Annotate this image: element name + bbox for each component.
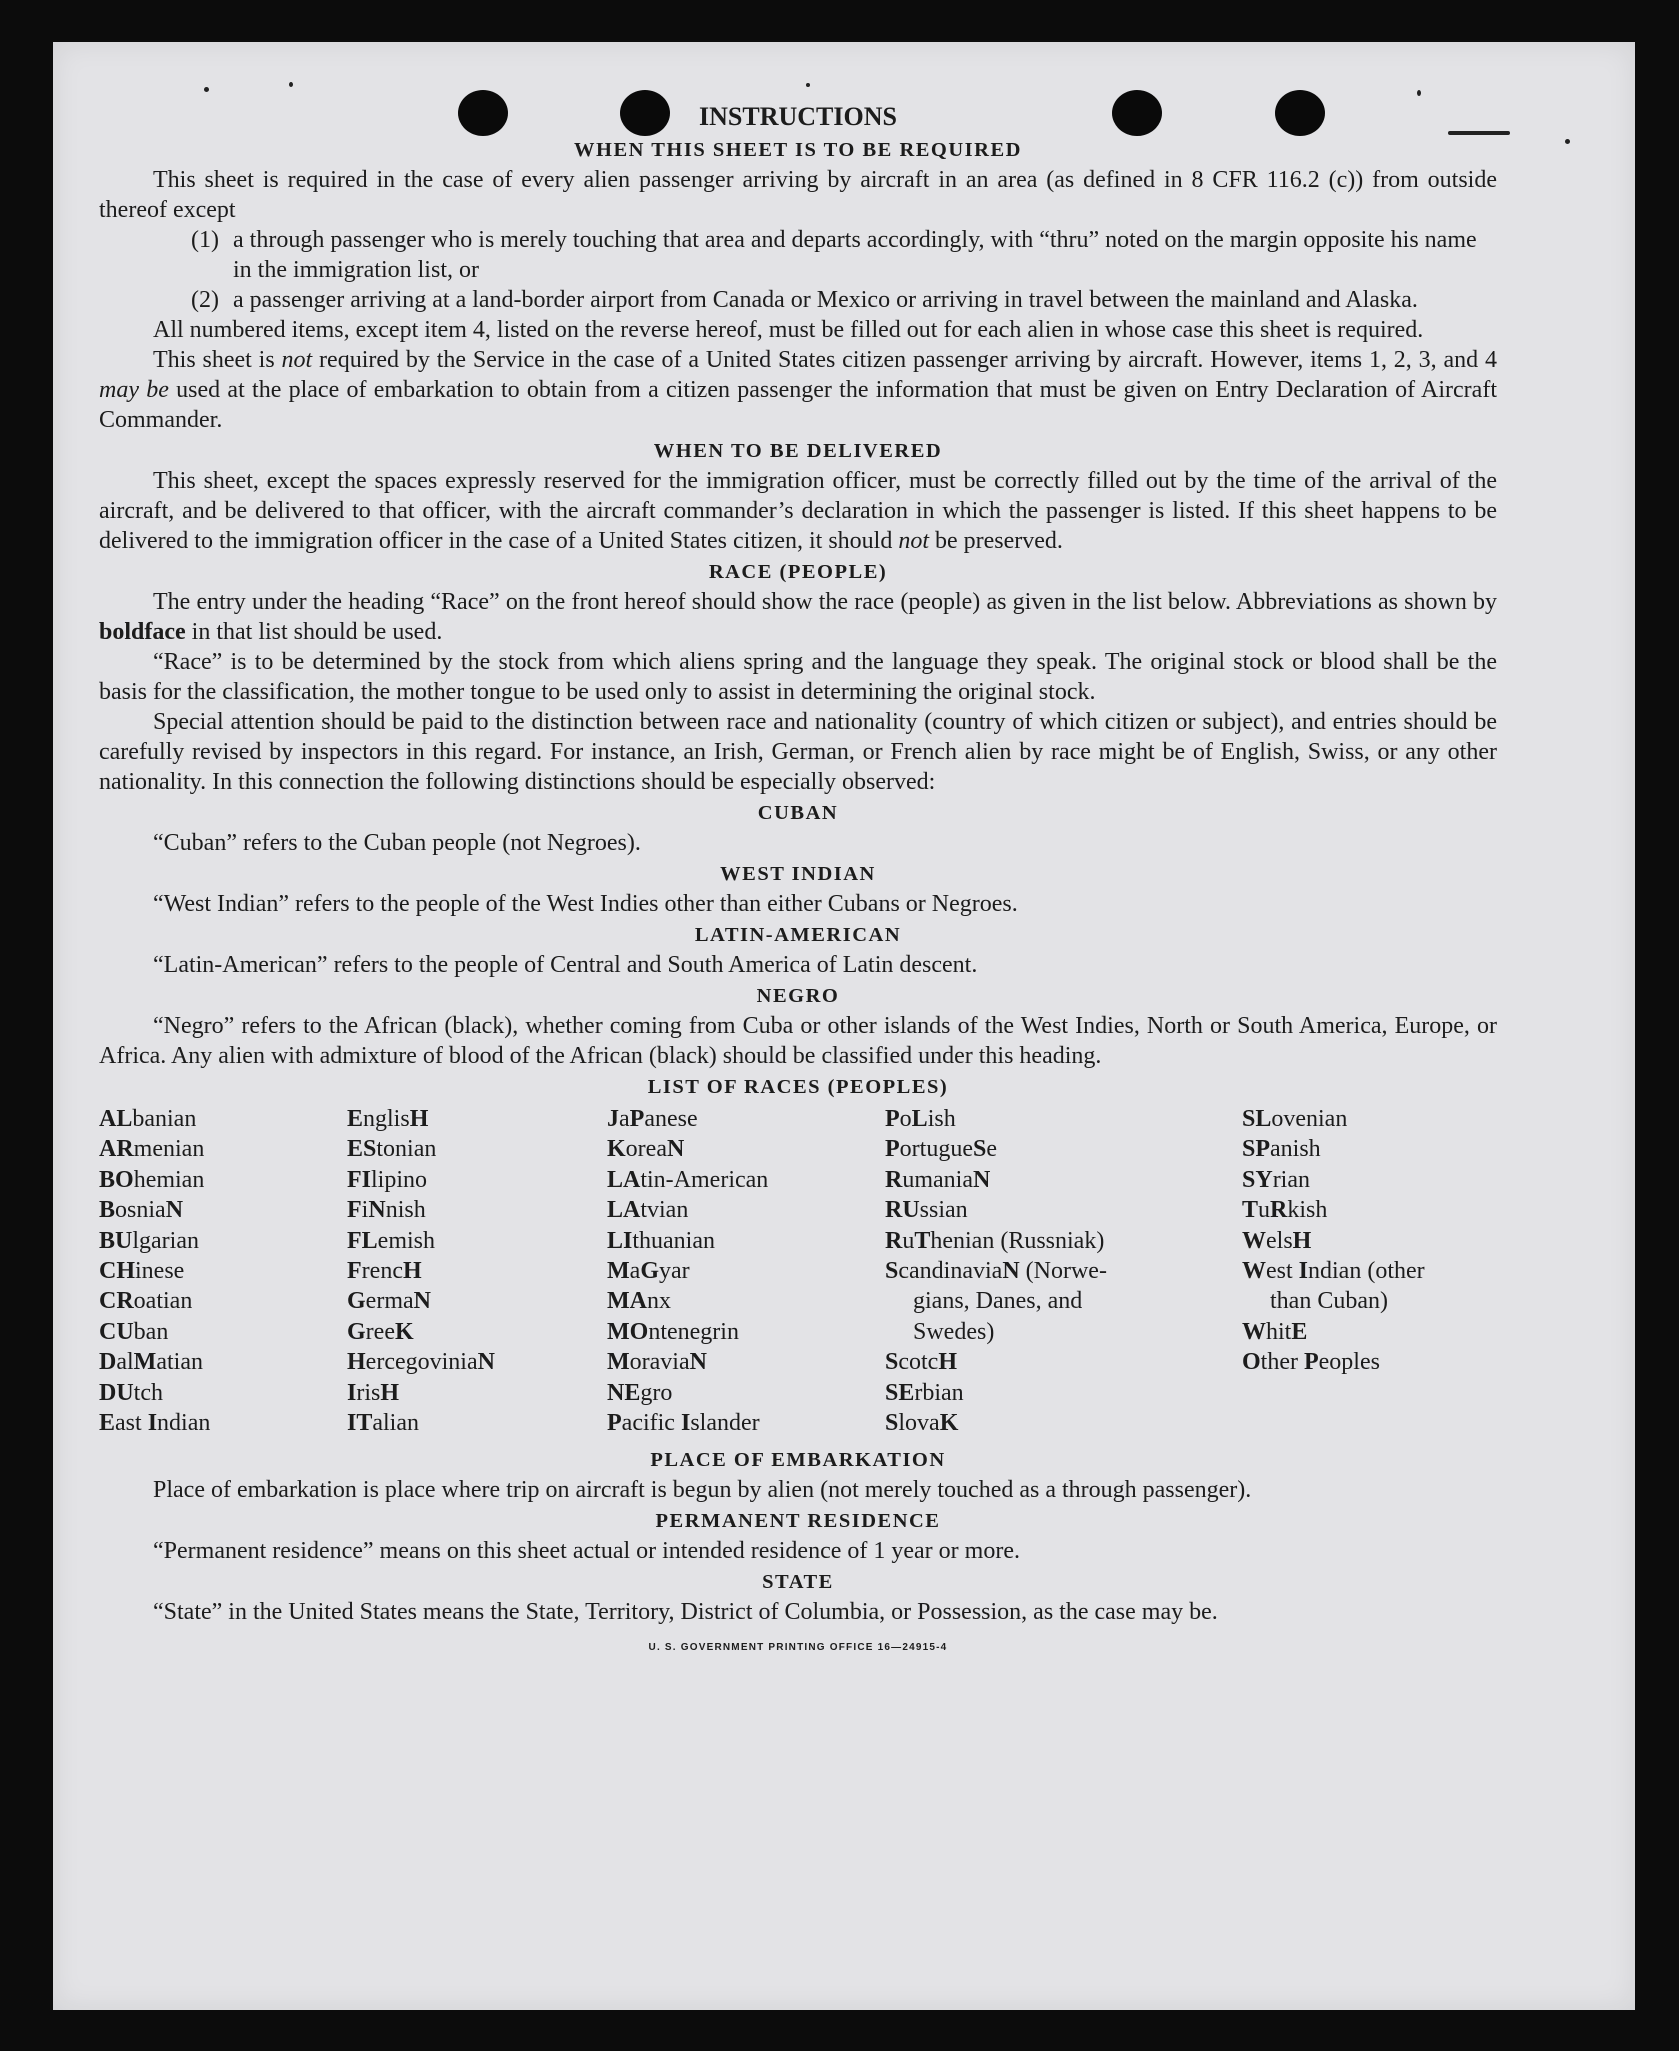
section-heading: RACE (PEOPLE) (708, 561, 888, 583)
race-entry: EStonian (347, 1136, 437, 1163)
item-number: (1) (191, 227, 219, 253)
race-column (885, 1104, 1242, 1438)
race-column (607, 1104, 885, 1438)
race-entry: ScotcH (885, 1349, 958, 1376)
race-entry: MoraviaN (607, 1349, 707, 1376)
race-entry: MAnx (607, 1288, 671, 1315)
race-entry: ALbanian (99, 1106, 197, 1132)
printer-imprint: U. S. GOVERNMENT PRINTING OFFICE 16—24915-4 (648, 1642, 948, 1654)
paragraph: This sheet is not required by the Service in the case of a United States citizen passenger arriving by aircraft. However, items 1, 2, 3, and 4 may be used at the place of embarkation to obtain from a citizen passenger the information that must be given on Entry Declaration of Aircraft Commander. (99, 347, 1497, 433)
race-entry: SLovenian (1242, 1106, 1348, 1132)
section-heading: LIST OF RACES (PEOPLES) (647, 1076, 949, 1098)
race-entry: ScandinaviaN (Norwe- (885, 1258, 1107, 1285)
race-entry: SPanish (1242, 1136, 1321, 1163)
list-item (99, 285, 1497, 315)
race-entry: CHinese (99, 1258, 185, 1285)
list-item (99, 225, 1497, 285)
race-entry: LAtin-American (607, 1166, 769, 1193)
race-column (99, 1104, 347, 1438)
race-entry: FIlipino (347, 1166, 428, 1193)
race-entry: FLemish (347, 1227, 435, 1254)
race-entry: EnglisH (347, 1106, 429, 1132)
race-entry: NEgro (607, 1379, 673, 1406)
race-entry: ARmenian (99, 1136, 205, 1163)
section-heading: STATE (762, 1571, 834, 1594)
race-entry: KoreaN (607, 1136, 685, 1163)
race-entry: CRoatian (99, 1288, 193, 1315)
section-heading: LATIN-AMERICAN (694, 924, 902, 946)
race-entry: gians, Danes, and (913, 1288, 1083, 1315)
instructions-content (99, 100, 1497, 1663)
race-entry: ITalian (347, 1410, 419, 1437)
race-entry: WhitE (1242, 1318, 1308, 1345)
speck (806, 83, 810, 87)
paragraph: This sheet is required in the case of every alien passenger arriving by aircraft in an area (as defined in 8 CFR 116.2 (c)) from outside thereof except (99, 167, 1497, 223)
race-entry: LAtvian (607, 1197, 689, 1224)
race-entry: DUtch (99, 1379, 163, 1406)
paragraph: All numbered items, except item 4, listed on the reverse hereof, must be filled out for each alien in whose case this sheet is required. (153, 317, 1424, 343)
race-entry: Swedes) (913, 1318, 995, 1345)
race-entry: PortugueSe (885, 1136, 997, 1163)
race-entry: SYrian (1242, 1166, 1310, 1193)
race-entry: DalMatian (99, 1349, 203, 1376)
item-text: a passenger arriving at a land-border airport from Canada or Mexico or arriving in travel between the mainland and Alaska. (233, 287, 1418, 313)
section-heading: WEST INDIAN (720, 863, 876, 885)
race-entry: LIthuanian (607, 1227, 715, 1254)
race-entry: Pacific Islander (607, 1410, 760, 1437)
page-title: INSTRUCTIONS (699, 102, 897, 131)
race-entry: GreeK (347, 1318, 414, 1345)
race-entry: FrencH (347, 1258, 422, 1285)
section-heading: CUBAN (757, 802, 839, 824)
race-entry: SlovaK (885, 1410, 959, 1437)
race-entry: HercegoviniaN (347, 1349, 495, 1376)
race-list (99, 1104, 1497, 1438)
definition: “Permanent residence” means on this sheet actual or intended residence of 1 year or more. (153, 1538, 1020, 1565)
race-entry: MaGyar (607, 1258, 690, 1285)
race-entry: SErbian (885, 1379, 964, 1406)
definition: “West Indian” refers to the people of the West Indies other than either Cubans or Negroes. (153, 891, 1018, 917)
race-entry: RumaniaN (885, 1166, 991, 1193)
item-text: a through passenger who is merely touching that area and departs accordingly, with “thru” noted on the margin opposite his name in the immigration list, or (233, 227, 1477, 283)
paragraph: Place of embarkation is place where trip on aircraft is begun by alien (not merely touched as a through passenger). (153, 1477, 1252, 1504)
race-entry: TuRkish (1242, 1197, 1328, 1224)
race-entry: MOntenegrin (607, 1318, 739, 1345)
race-entry: JaPanese (607, 1106, 698, 1132)
race-entry: PoLish (885, 1106, 956, 1132)
speck (1565, 139, 1570, 144)
race-entry: BOhemian (99, 1166, 205, 1193)
race-entry: RuThenian (Russniak) (885, 1227, 1105, 1254)
race-entry: West Indian (other (1242, 1258, 1425, 1285)
race-entry: East Indian (99, 1410, 211, 1437)
paragraph: “Race” is to be determined by the stock from which aliens spring and the language they speak. The original stock or blood shall be the basis for the classification, the mother tongue to be used only to assist in determining the original stock. (99, 649, 1497, 705)
section-heading: WHEN THIS SHEET IS TO BE REQUIRED (574, 139, 1022, 161)
speck (289, 82, 293, 87)
paragraph: “State” in the United States means the State, Territory, District of Columbia, or Possession, as the case may be. (153, 1599, 1218, 1626)
paragraph: “Negro” refers to the African (black), whether coming from Cuba or other islands of the West Indies, North or South America, Europe, or Africa. Any alien with admixture of blood of the African (black) should be classified under this heading. (99, 1013, 1497, 1069)
paragraph: The entry under the heading “Race” on the front hereof should show the race (people) as given in the list below. Abbreviations as shown by boldface in that list should be used. (99, 589, 1497, 645)
item-number: (2) (191, 287, 219, 313)
section-heading: PLACE OF EMBARKATION (650, 1449, 946, 1472)
speck (1417, 90, 1421, 96)
definition: “Latin-American” refers to the people of Central and South America of Latin descent. (153, 952, 978, 978)
paragraph: Special attention should be paid to the distinction between race and nationality (country of which citizen or subject), and entries should be carefully revised by inspectors in this regard. For instance, an Irish, German, or French alien by race might be of English, Swiss, or any other nationality. In this connection the following distinctions should be especially observed: (99, 709, 1497, 795)
race-entry: FiNnish (347, 1197, 426, 1224)
race-entry: BUlgarian (99, 1227, 199, 1254)
section-heading: NEGRO (756, 985, 840, 1007)
race-entry: RUssian (885, 1197, 968, 1224)
race-entry: CUban (99, 1318, 169, 1345)
race-entry: WelsH (1242, 1227, 1312, 1254)
section-heading: WHEN TO BE DELIVERED (653, 440, 943, 462)
race-entry: Other Peoples (1242, 1349, 1380, 1376)
race-entry: BosniaN (99, 1197, 184, 1224)
race-entry: than Cuban) (1270, 1288, 1388, 1315)
paragraph: This sheet, except the spaces expressly reserved for the immigration officer, must be correctly filled out by the time of the arrival of the aircraft, and be delivered to that officer, with the aircraft commander’s declaration in which the passenger is listed. If this sheet happens to be delivered to the immigration officer in the case of a United States citizen, it should not be preserved. (99, 468, 1497, 554)
definition: “Cuban” refers to the Cuban people (not Negroes). (153, 830, 641, 856)
race-column (1242, 1104, 1497, 1438)
speck (204, 87, 209, 92)
race-column (347, 1104, 607, 1438)
race-entry: IrisH (347, 1379, 400, 1406)
race-entry: GermaN (347, 1288, 431, 1315)
section-heading: PERMANENT RESIDENCE (655, 1510, 941, 1533)
